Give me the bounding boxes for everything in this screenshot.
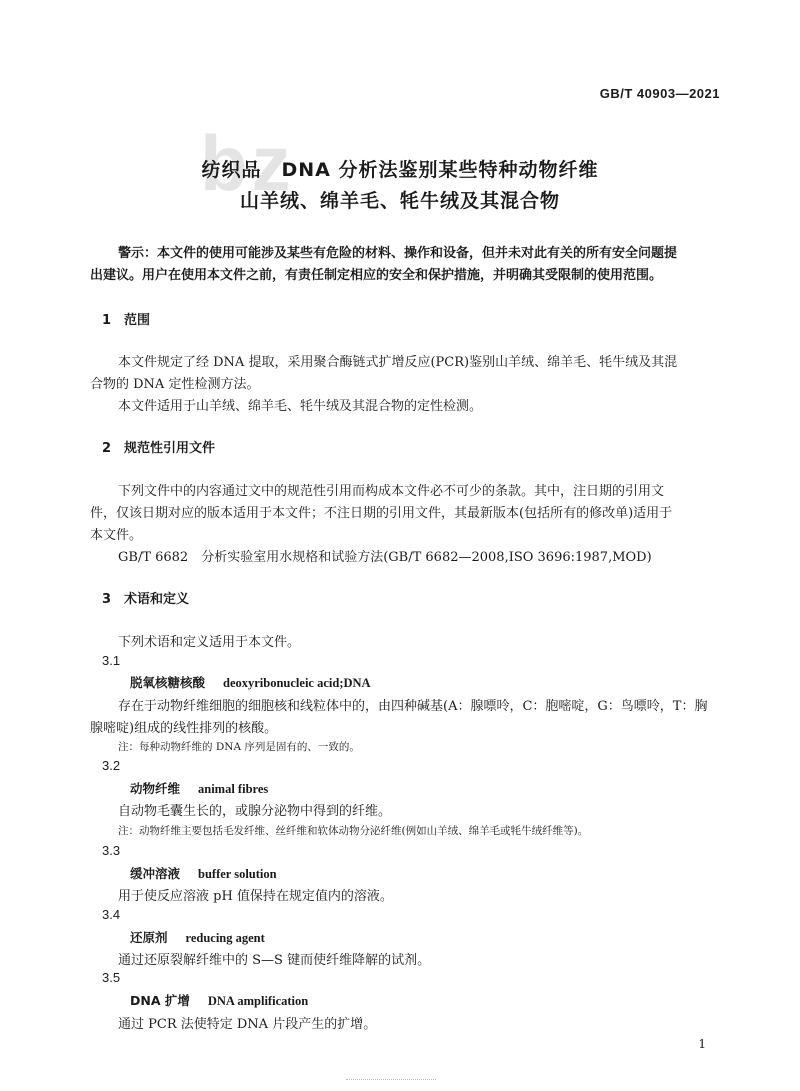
term-name-en: reducing agent <box>185 931 265 945</box>
document-title-line1: 纺织品 DNA 分析法鉴别某些特种动物纤维 <box>201 159 599 181</box>
term-definition-line1: 用于使反应溶液 pH 值保持在规定值内的溶液。 <box>118 889 393 904</box>
section2-para-line1: 下列文件中的内容通过文中的规范性引用而构成本文件必不可少的条款。其中，注日期的引用文 <box>118 484 665 499</box>
section2-heading: 2 规范性引用文件 <box>102 441 216 456</box>
section1-para2: 本文件适用于山羊绒、绵羊毛、牦牛绒及其混合物的定性检测。 <box>118 399 483 414</box>
term-title <box>130 673 371 691</box>
term-definition-line1: 自动物毛囊生长的，或腺分泌物中得到的纤维。 <box>118 804 392 819</box>
section2-para-line3: 本文件。 <box>90 528 143 543</box>
warning-line1: 警示：本文件的使用可能涉及某些有危险的材料、操作和设备，但并未对此有关的所有安全问题提 <box>118 246 678 261</box>
term-number: 3.3 <box>102 843 121 858</box>
document-title-line2: 山羊绒、绵羊毛、牦牛绒及其混合物 <box>239 190 560 212</box>
term-number: 3.2 <box>102 758 121 773</box>
term-name-zh: 缓冲溶液 <box>130 866 181 881</box>
term-name-zh: 动物纤维 <box>130 781 181 796</box>
footer-divider <box>346 1079 436 1086</box>
term-name-zh: DNA 扩增 <box>130 993 190 1008</box>
term-title <box>130 991 308 1009</box>
term-name-zh: 还原剂 <box>130 930 168 945</box>
term-definition-line1: 通过 PCR 法使特定 DNA 片段产生的扩增。 <box>118 1017 377 1032</box>
page-number: 1 <box>698 1037 706 1051</box>
term-number: 3.5 <box>102 970 121 985</box>
term-title <box>130 864 277 882</box>
section1-para1-line1: 本文件规定了经 DNA 提取，采用聚合酶链式扩增反应(PCR)鉴别山羊绒、绵羊毛、牦牛绒及其混 <box>118 355 678 370</box>
term-name-en: DNA amplification <box>207 994 309 1008</box>
term-name-zh: 脱氧核糖核酸 <box>130 675 206 690</box>
standard-number: GB/T 40903—2021 <box>599 86 720 101</box>
warning-line2: 出建议。用户在使用本文件之前，有责任制定相应的安全和保护措施，并明确其受限制的使用范围。 <box>90 268 663 283</box>
section2-para-line2: 件，仅该日期对应的版本适用于本文件；不注日期的引用文件，其最新版本(包括所有的修改单)适用于 <box>90 506 673 521</box>
term-definition-line2: 腺嘧啶)组成的线性排列的核酸。 <box>90 721 278 736</box>
watermark: bz <box>200 119 295 207</box>
term-note: 注：每种动物纤维的 DNA 序列是固有的、一致的。 <box>118 741 360 753</box>
term-note: 注：动物纤维主要包括毛发纤维、丝纤维和软体动物分泌纤维(例如山羊绒、绵羊毛或牦牛绒纤维等)。 <box>118 825 589 837</box>
term-number: 3.1 <box>102 653 121 668</box>
section3-intro: 下列术语和定义适用于本文件。 <box>118 635 301 650</box>
term-name-en: animal fibres <box>198 782 269 796</box>
term-name-en: buffer solution <box>198 867 277 881</box>
term-name-en: deoxyribonucleic acid;DNA <box>223 676 371 690</box>
normative-reference: GB/T 6682 分析实验室用水规格和试验方法(GB/T 6682—2008,ISO 3696:1987,MOD) <box>118 550 652 565</box>
term-title <box>130 928 265 946</box>
section1-para1-line2: 合物的 DNA 定性检测方法。 <box>90 377 260 392</box>
term-number: 3.4 <box>102 907 121 922</box>
section3-heading: 3 术语和定义 <box>102 592 190 607</box>
term-definition-line1: 通过还原裂解纤维中的 S—S 键而使纤维降解的试剂。 <box>118 953 431 968</box>
section1-heading: 1 范围 <box>102 313 151 328</box>
term-definition-line1: 存在于动物纤维细胞的细胞核和线粒体中的，由四种碱基(A：腺嘌呤，C：胞嘧啶，G：鸟嘌呤，T：胸 <box>118 699 708 714</box>
term-title <box>130 779 268 797</box>
